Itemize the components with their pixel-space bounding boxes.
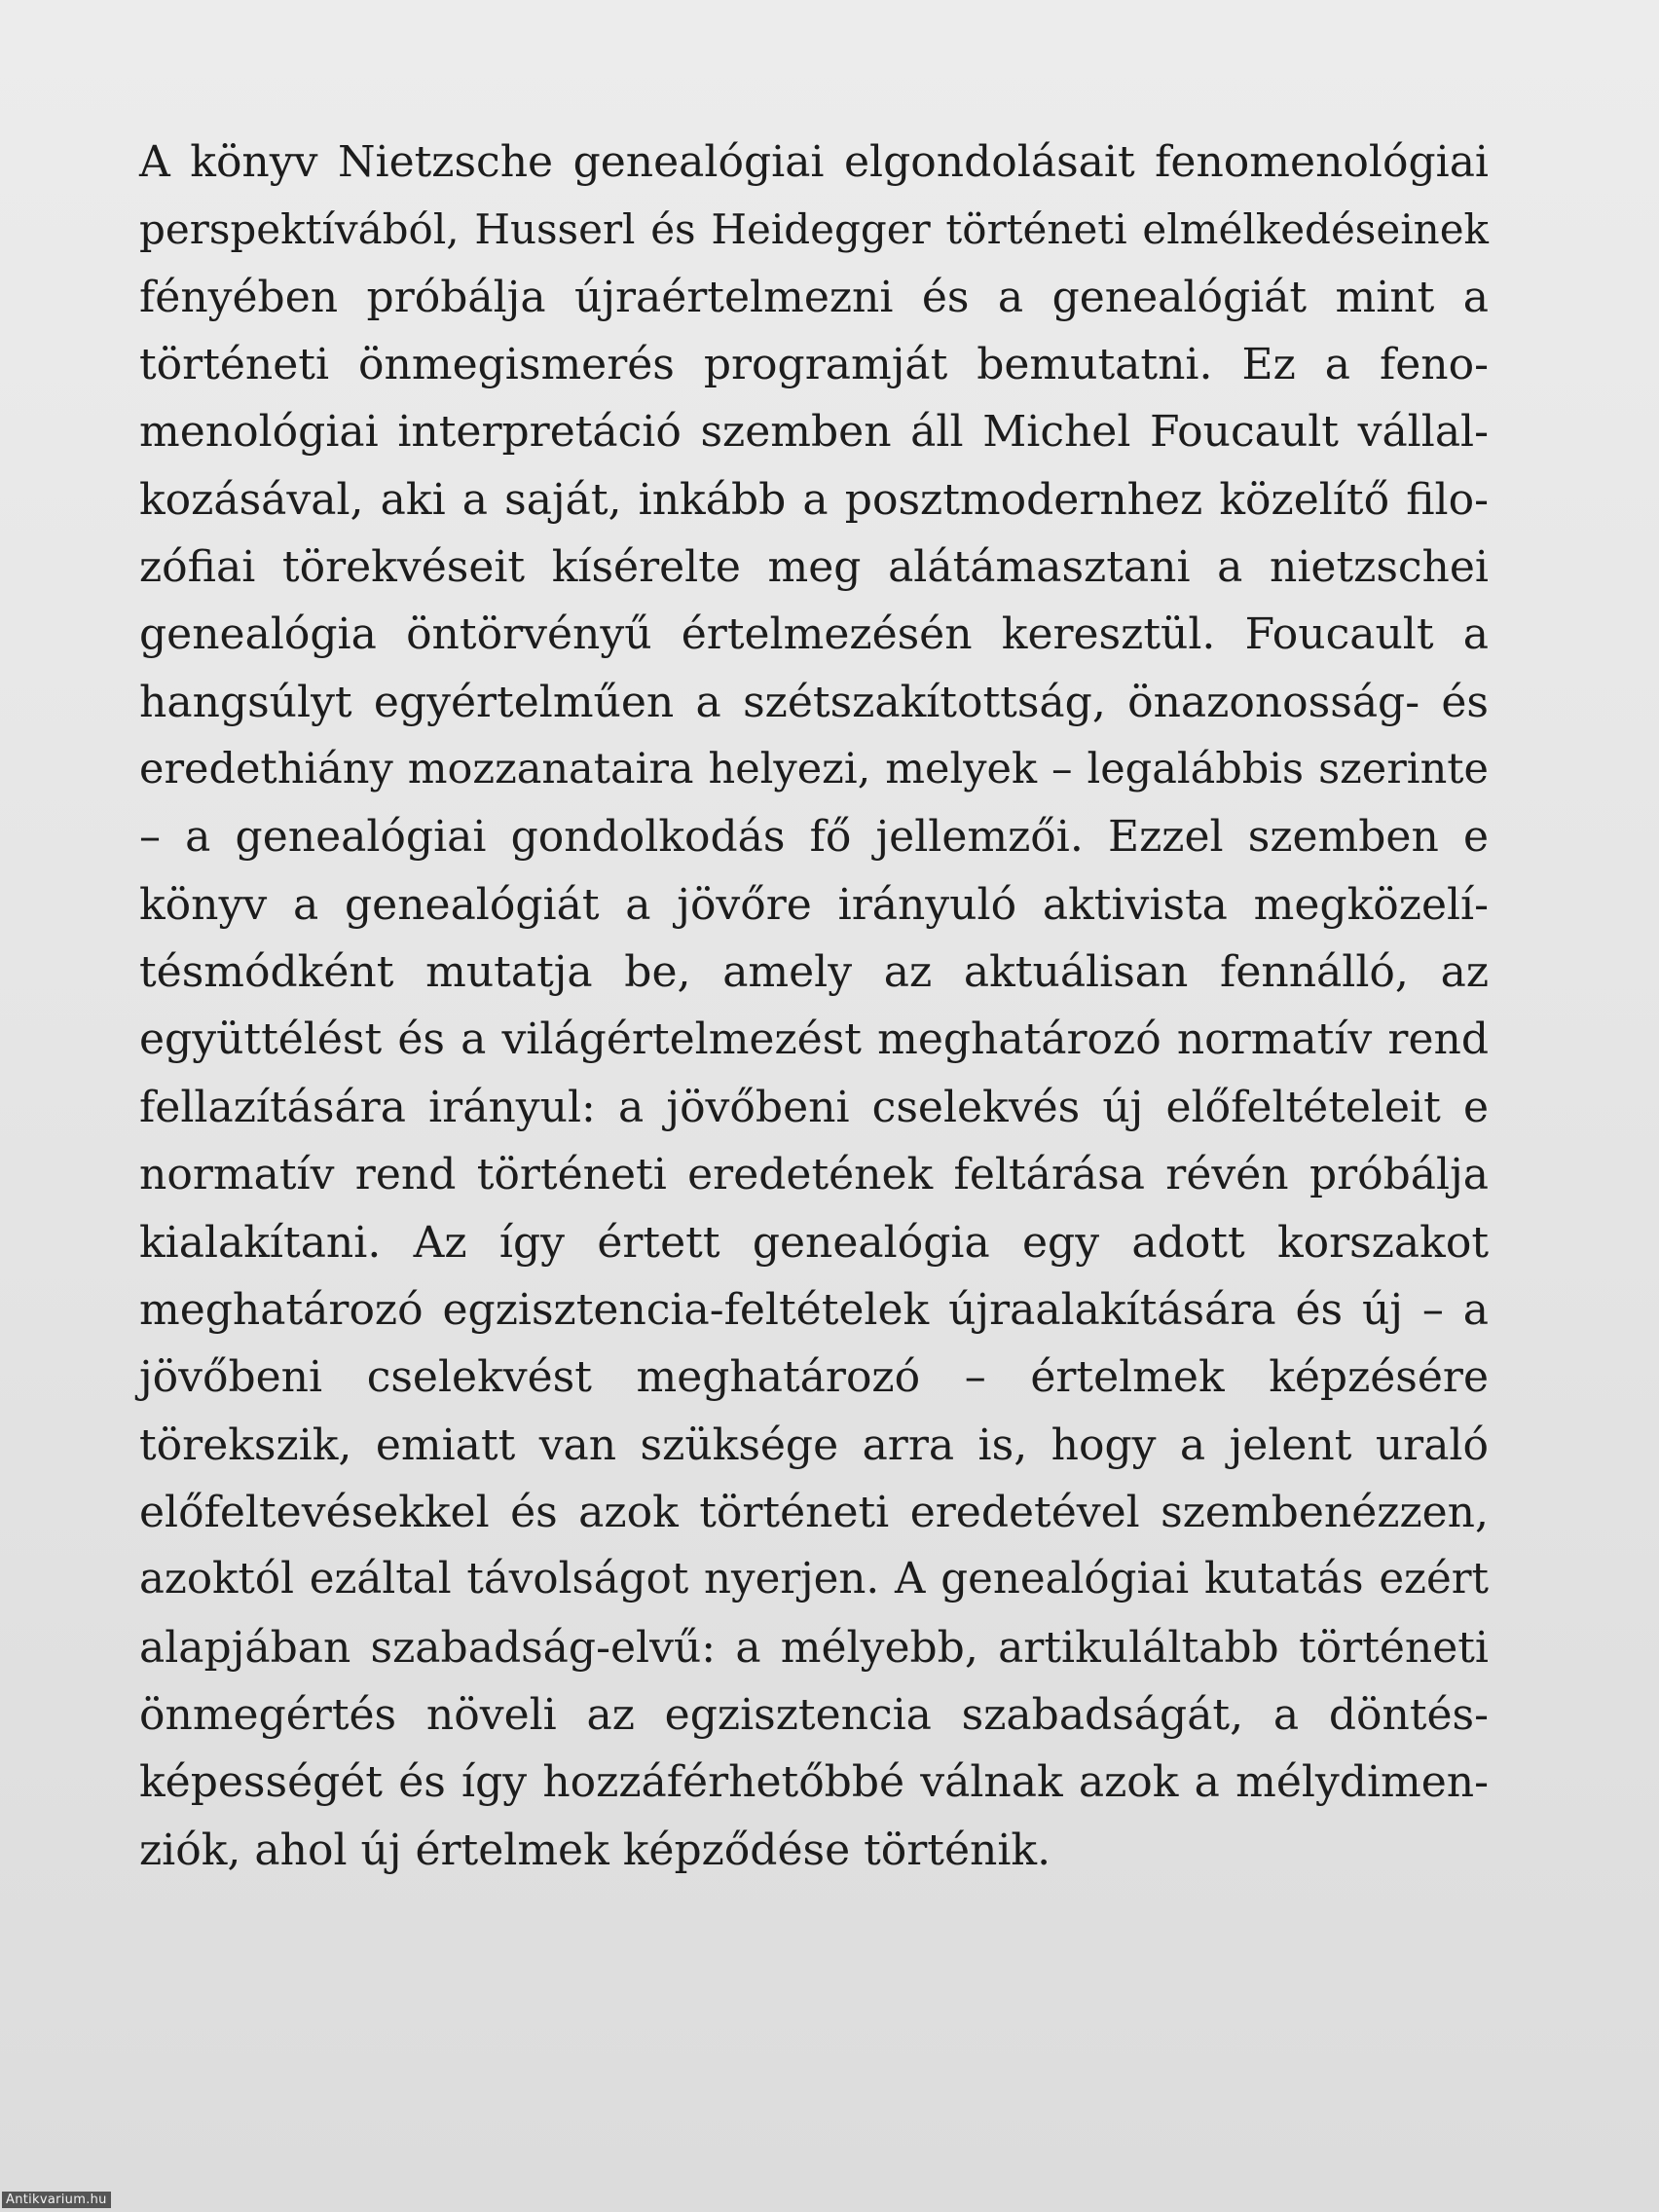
text-line: fellazítására irányul: a jövőbeni cselekvés új előfeltételeit e <box>139 1082 1489 1132</box>
watermark: Antikvarium.hu <box>2 2192 111 2208</box>
text-line: önmegértés növeli az egzisztencia szabadságát, a döntés- <box>139 1689 1489 1740</box>
text-line: együttélést és a világértelmezést meghatározó normatív rend <box>139 1014 1489 1065</box>
text-line: hangsúlyt egyértelműen a szétszakítottság, önazonosság- és <box>139 677 1489 727</box>
blurb-paragraph <box>139 129 1489 1884</box>
text-line: genealógia öntörvényű értelmezésén keresztül. Foucault a <box>139 609 1489 660</box>
text-line: előfeltevésekkel és azok történeti eredetével szembenézzen, <box>139 1487 1489 1537</box>
text-line: kozásával, aki a saját, inkább a posztmodernhez közelítő filo- <box>139 474 1489 525</box>
text-line: A könyv Nietzsche genealógiai elgondolásait fenomenológiai <box>139 137 1489 187</box>
text-line: perspektívából, Husserl és Heidegger történeti elmélkedéseinek <box>139 205 1489 254</box>
text-line: – a genealógiai gondolkodás fő jellemzői. Ezzel szemben e <box>139 812 1489 863</box>
text-line: képességét és így hozzáférhetőbbé válnak azok a mélydimen- <box>139 1757 1489 1808</box>
text-line: menológiai interpretáció szemben áll Michel Foucault vállal- <box>139 407 1489 458</box>
text-line: törekszik, emiatt van szüksége arra is, hogy a jelent uraló <box>139 1419 1489 1470</box>
text-line: alapjában szabadság-elvű: a mélyebb, artikuláltabb történeti <box>139 1622 1489 1673</box>
text-line: kialakítani. Az így értett genealógia egy adott korszakot <box>139 1217 1489 1268</box>
text-line-last: ziók, ahol új értelmek képződése történik. <box>139 1825 1051 1875</box>
text-line: jövőbeni cselekvést meghatározó – értelmek képzésére <box>139 1352 1489 1403</box>
text-line: meghatározó egzisztencia-feltételek újraalakítására és új – a <box>139 1284 1489 1335</box>
text-line: zófiai törekvéseit kísérelte meg alátámasztani a nietzschei <box>139 542 1489 593</box>
text-line: tésmódként mutatja be, amely az aktuálisan fennálló, az <box>139 947 1489 998</box>
text-line: azoktól ezáltal távolságot nyerjen. A genealógiai kutatás ezért <box>139 1555 1489 1604</box>
text-line: fényében próbálja újraértelmezni és a genealógiát mint a <box>139 272 1489 322</box>
text-line: történeti önmegismerés programját bemutatni. Ez a feno- <box>139 340 1489 390</box>
text-line: eredethiány mozzanataira helyezi, melyek – legalábbis szerinte <box>139 745 1489 794</box>
text-line: könyv a genealógiát a jövőre irányuló aktivista megközelí- <box>139 879 1489 930</box>
text-line: normatív rend történeti eredetének feltárása révén próbálja <box>139 1150 1489 1200</box>
